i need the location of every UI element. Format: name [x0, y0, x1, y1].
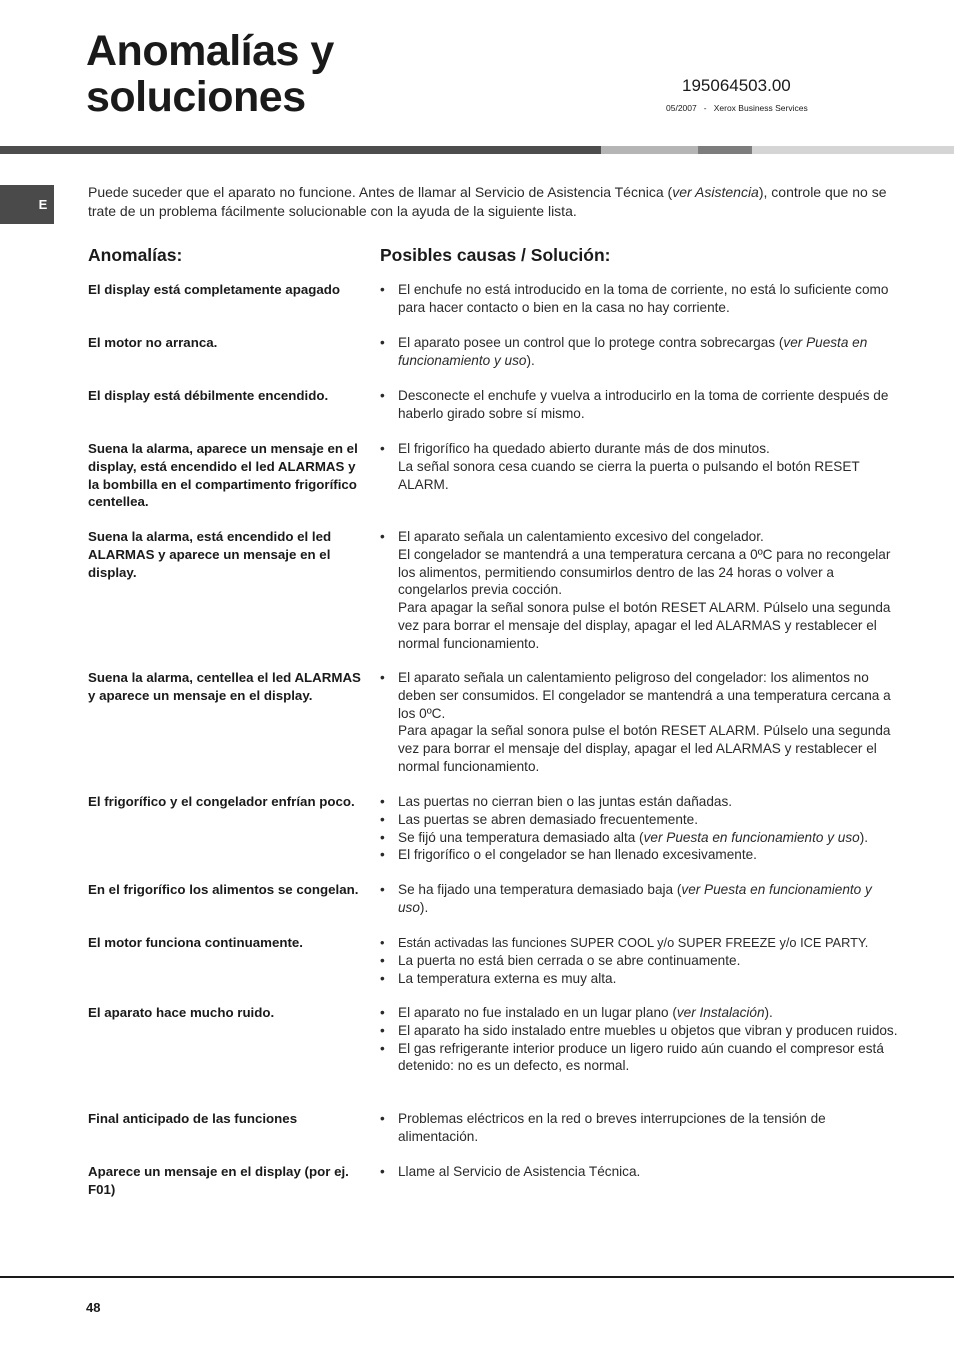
cause-list	[380, 1110, 905, 1146]
cause-item: • La temperatura externa es muy alta.	[380, 970, 905, 988]
problem-text: Aparece un mensaje en el display (por ej. F01)	[88, 1164, 349, 1197]
problem-text: Suena la alarma, está encendido el led ALARMAS y aparece un mensaje en el display.	[88, 529, 332, 580]
intro-text-2: ), controle que no se trate de un problema fácilmente solucionable con la ayuda de la siguiente lista.	[88, 184, 887, 219]
cause-item: • Están activadas las funciones SUPER COOL y/o SUPER FREEZE y/o ICE PARTY.	[380, 934, 905, 952]
problem-text: Suena la alarma, aparece un mensaje en el display, está encendido el led ALARMAS y la bombilla en el compartimento frigorífico centellea.	[88, 441, 358, 510]
cause-item: • Problemas eléctricos en la red o breves interrupciones de la tensión de alimentación.	[380, 1110, 905, 1146]
language-tab: E	[0, 185, 54, 224]
page-title-line-1: Anomalías y	[86, 27, 334, 75]
cause-list	[380, 1163, 905, 1181]
problem-text: El aparato hace mucho ruido.	[88, 1005, 275, 1020]
intro-text-1: Puede suceder que el aparato no funcione. Antes de llamar al Servicio de Asistencia Técnica (	[88, 184, 673, 200]
problem-text: Final anticipado de las funciones	[88, 1111, 298, 1126]
cause-list	[380, 387, 905, 423]
page-title-line-2: soluciones	[86, 73, 306, 121]
intro-reference: ver Asistencia	[672, 184, 759, 200]
cause-list	[380, 881, 905, 917]
cause-item: • El frigorífico o el congelador se han llenado excesivamente.	[380, 846, 905, 864]
document-meta: 05/2007 - Xerox Business Services	[666, 103, 808, 113]
cause-list	[380, 334, 905, 370]
cause-item: • El aparato señala un calentamiento excesivo del congelador. El congelador se mantendrá a una temperatura cercana a 0ºC para no recongelar los alimentos, permitiendo consumirlos dentro de las 24 horas o volver a congelarlos previa cocción. Para apagar la señal sonora pulse el botón RESET ALARM. Púlselo una segunda vez para borrar el mensaje del display, apagar el led ALARMAS y restablecer el normal funcionamiento.	[380, 528, 905, 653]
cause-item: • Las puertas se abren demasiado frecuentemente.	[380, 811, 905, 829]
problem-text: Suena la alarma, centellea el led ALARMAS y aparece un mensaje en el display.	[88, 670, 361, 703]
problem-text: En el frigorífico los alimentos se congelan.	[88, 882, 359, 897]
bar-dark	[0, 146, 601, 154]
cause-list	[380, 934, 905, 987]
cause-list	[380, 440, 905, 493]
problem-text: El motor no arranca.	[88, 335, 218, 350]
bar-light	[752, 146, 954, 154]
problem-text: El motor funciona continuamente.	[88, 935, 303, 950]
cause-item: • El gas refrigerante interior produce un ligero ruido aún cuando el compresor está detenido: no es un defecto, es normal.	[380, 1040, 905, 1076]
cause-list	[380, 281, 905, 317]
cause-item: • Se ha fijado una temperatura demasiado baja (ver Puesta en funcionamiento y uso).	[380, 881, 905, 917]
cause-item: • El aparato no fue instalado en un lugar plano (ver Instalación).	[380, 1004, 905, 1022]
cause-item: • El aparato ha sido instalado entre muebles u objetos que vibran y producen ruidos.	[380, 1022, 905, 1040]
problem-text: El display está débilmente encendido.	[88, 388, 329, 403]
cause-item: • Llame al Servicio de Asistencia Técnica.	[380, 1163, 905, 1181]
cause-item: • Las puertas no cierran bien o las juntas están dañadas.	[380, 793, 905, 811]
cause-item: • El aparato señala un calentamiento peligroso del congelador: los alimentos no deben ser consumidos. El congelador se mantendrá a una temperatura cercana a los 0ºC. Para apagar la señal sonora pulse el botón RESET ALARM. Púlselo una segunda vez para borrar el mensaje del display, apagar el led ALARMAS y restablecer el normal funcionamiento.	[380, 669, 905, 776]
cause-list	[380, 669, 905, 776]
document-code: 195064503.00	[682, 76, 791, 95]
header-color-bars	[0, 146, 954, 154]
footer-divider	[0, 1276, 954, 1278]
problem-text: El display está completamente apagado	[88, 282, 340, 297]
cause-item: • Desconecte el enchufe y vuelva a introducirlo en la toma de corriente después de haberlo girado sobre sí mismo.	[380, 387, 905, 423]
cause-item: • El enchufe no está introducido en la toma de corriente, no está lo suficiente como para hacer contacto o bien en la casa no hay corriente.	[380, 281, 905, 317]
page-title	[86, 28, 334, 120]
bar-mid-dark	[698, 146, 752, 154]
cause-list	[380, 793, 905, 864]
page-number: 48	[86, 1300, 101, 1315]
cause-item: • El frigorífico ha quedado abierto durante más de dos minutos. La señal sonora cesa cuando se cierra la puerta o pulsando el botón RESET ALARM.	[380, 440, 905, 493]
cause-item: • La puerta no está bien cerrada o se abre continuamente.	[380, 952, 905, 970]
intro-paragraph	[88, 183, 908, 221]
anomalias-heading: Anomalías:	[88, 245, 183, 265]
cause-item: • Se fijó una temperatura demasiado alta (ver Puesta en funcionamiento y uso).	[380, 829, 905, 847]
bar-mid	[601, 146, 698, 154]
cause-list	[380, 528, 905, 653]
cause-list	[380, 1004, 905, 1075]
cause-item: • El aparato posee un control que lo protege contra sobrecargas (ver Puesta en funcionamiento y uso).	[380, 334, 905, 370]
problem-text: El frigorífico y el congelador enfrían poco.	[88, 794, 355, 809]
causas-heading: Posibles causas / Solución:	[380, 245, 611, 265]
